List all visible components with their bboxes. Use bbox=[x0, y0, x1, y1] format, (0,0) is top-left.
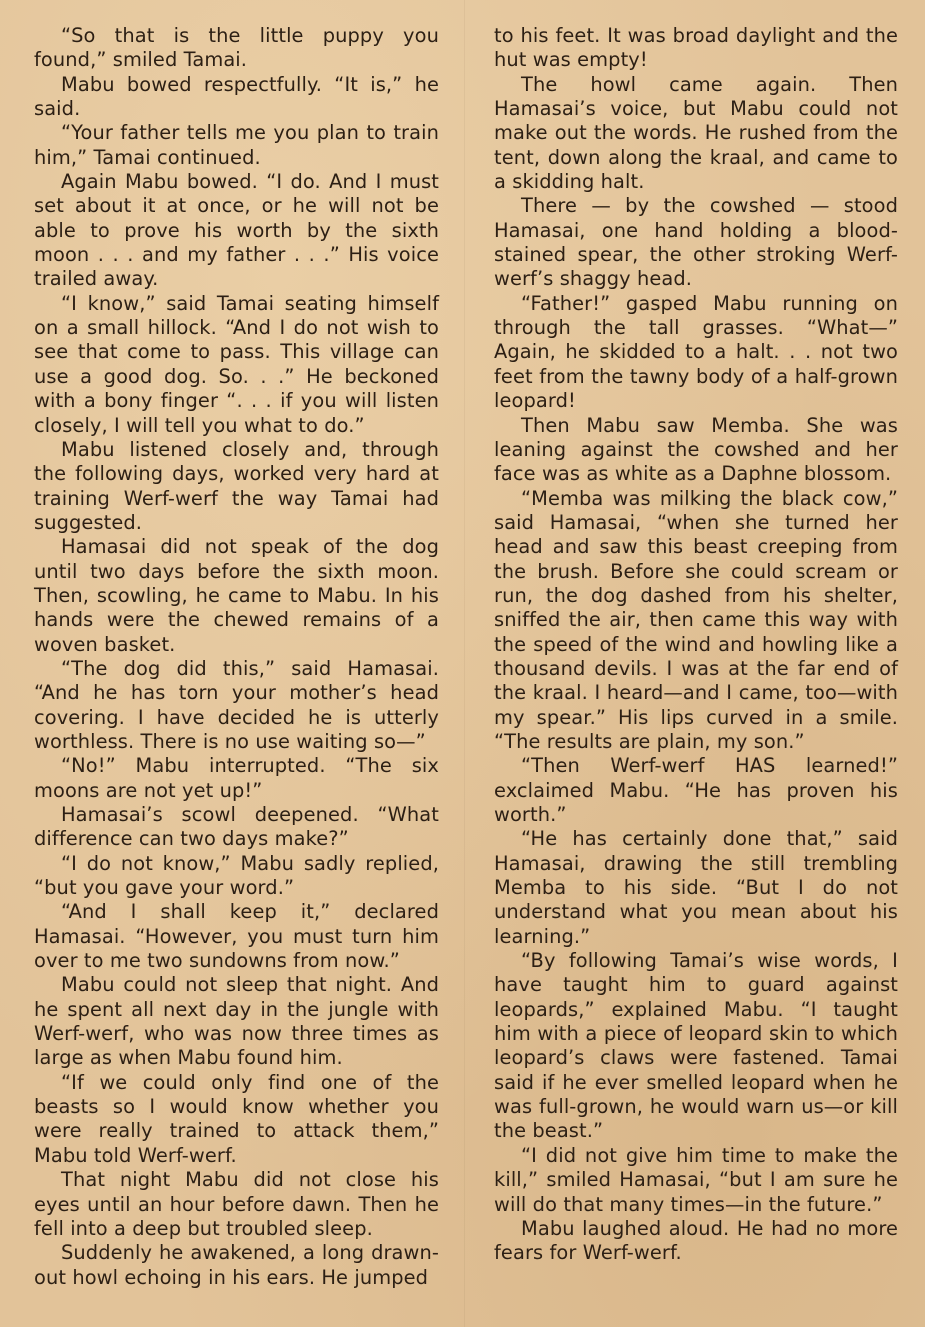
paragraph: “So that is the little puppy you found,” smiled Tamai. bbox=[34, 24, 439, 72]
paragraph: There — by the cowshed — stood Hamasai, one hand holding a blood-stained spear, the other stroking Werf-werf’s shaggy head. bbox=[494, 194, 898, 291]
paragraph: “Memba was milking the black cow,” said Hamasai, “when she turned her head and saw this beast creeping from the brush. Before she could scream or run, the dog dashed from his shelter, sniffed the air, then came this way with the speed of the wind and howling like a thousand devils. I was at the far end of the kraal. I heard—and I came, too—with my spear.” His lips curved in a smile. “The results are plain, my son.” bbox=[494, 486, 898, 753]
paragraph: “I know,” said Tamai seating himself on a small hillock. “And I do not wish to see that come to pass. This village can use a good dog. So. . .” He beckoned with a bony finger “. . . if you will listen closely, I will tell you what to do.” bbox=[34, 291, 439, 437]
paragraph: Mabu laughed aloud. He had no more fears for Werf-werf. bbox=[494, 1216, 898, 1265]
paragraph: Mabu listened closely and, through the following days, worked very hard at training Werf-werf the way Tamai had suggested. bbox=[34, 437, 439, 534]
paragraph: The howl came again. Then Hamasai’s voice, but Mabu could not make out the words. He rushed from the tent, down along the kraal, and came to a skidding halt. bbox=[494, 72, 898, 194]
paragraph: “And I shall keep it,” declared Hamasai. “However, you must turn him over to me two sundowns from now.” bbox=[34, 900, 439, 973]
paragraph: “I did not give him time to make the kill,” smiled Hamasai, “but I am sure he will do that many times—in the future.” bbox=[494, 1143, 898, 1216]
paragraph: Suddenly he awakened, a long drawn-out howl echoing in his ears. He jumped bbox=[34, 1241, 439, 1289]
paragraph: Again Mabu bowed. “I do. And I must set about it at once, or he will not be able to prove his worth by the sixth moon . . . and my father . . .” His voice trailed away. bbox=[34, 170, 439, 291]
paragraph: “Father!” gasped Mabu running on through the tall grasses. “What—” Again, he skidded to a halt. . . not two feet from the tawny body of a half-grown leopard! bbox=[494, 291, 898, 413]
paragraph-continued: to his feet. It was broad daylight and the hut was empty! bbox=[494, 24, 898, 72]
right-column bbox=[494, 24, 898, 1266]
paragraph: “The dog did this,” said Hamasai. “And he has torn your mother’s head covering. I have decided he is utterly worthless. There is no use waiting so—” bbox=[34, 656, 439, 753]
paragraph: “By following Tamai’s wise words, I have taught him to guard against leopards,” explained Mabu. “I taught him with a piece of leopard skin to which leopard’s claws were fastened. Tamai said if he ever smelled leopard when he was full-grown, he would warn us—or kill the beast.” bbox=[494, 949, 898, 1143]
paragraph: “I do not know,” Mabu sadly replied, “but you gave your word.” bbox=[34, 851, 439, 900]
paragraph: Hamasai did not speak of the dog until two days before the sixth moon. Then, scowling, he came to Mabu. In his hands were the chewed remains of a woven basket. bbox=[34, 535, 439, 656]
paragraph: That night Mabu did not close his eyes until an hour before dawn. Then he fell into a deep but troubled sleep. bbox=[34, 1168, 439, 1240]
paragraph: “He has certainly done that,” said Hamasai, drawing the still trembling Memba to his side. “But I do not understand what you mean about his learning.” bbox=[494, 827, 898, 948]
paragraph: “If we could only find one of the beasts so I would know whether you were really trained to attack them,” Mabu told Werf-werf. bbox=[34, 1070, 439, 1167]
column-gutter bbox=[464, 0, 465, 1327]
paragraph: Hamasai’s scowl deepened. “What difference can two days make?” bbox=[34, 803, 439, 851]
paragraph: Mabu bowed respectfully. “It is,” he said. bbox=[34, 72, 439, 121]
paragraph: Mabu could not sleep that night. And he spent all next day in the jungle with Werf-werf, who was now three times as large as when Mabu found him. bbox=[34, 973, 439, 1070]
paragraph: Then Mabu saw Memba. She was leaning against the cowshed and her face was as white as a Daphne blossom. bbox=[494, 413, 898, 486]
paragraph: “Then Werf-werf HAS learned!” exclaimed Mabu. “He has proven his worth.” bbox=[494, 754, 898, 826]
paragraph: “No!” Mabu interrupted. “The six moons are not yet up!” bbox=[34, 754, 439, 802]
left-column bbox=[34, 24, 439, 1290]
paragraph: “Your father tells me you plan to train him,” Tamai continued. bbox=[34, 121, 439, 169]
